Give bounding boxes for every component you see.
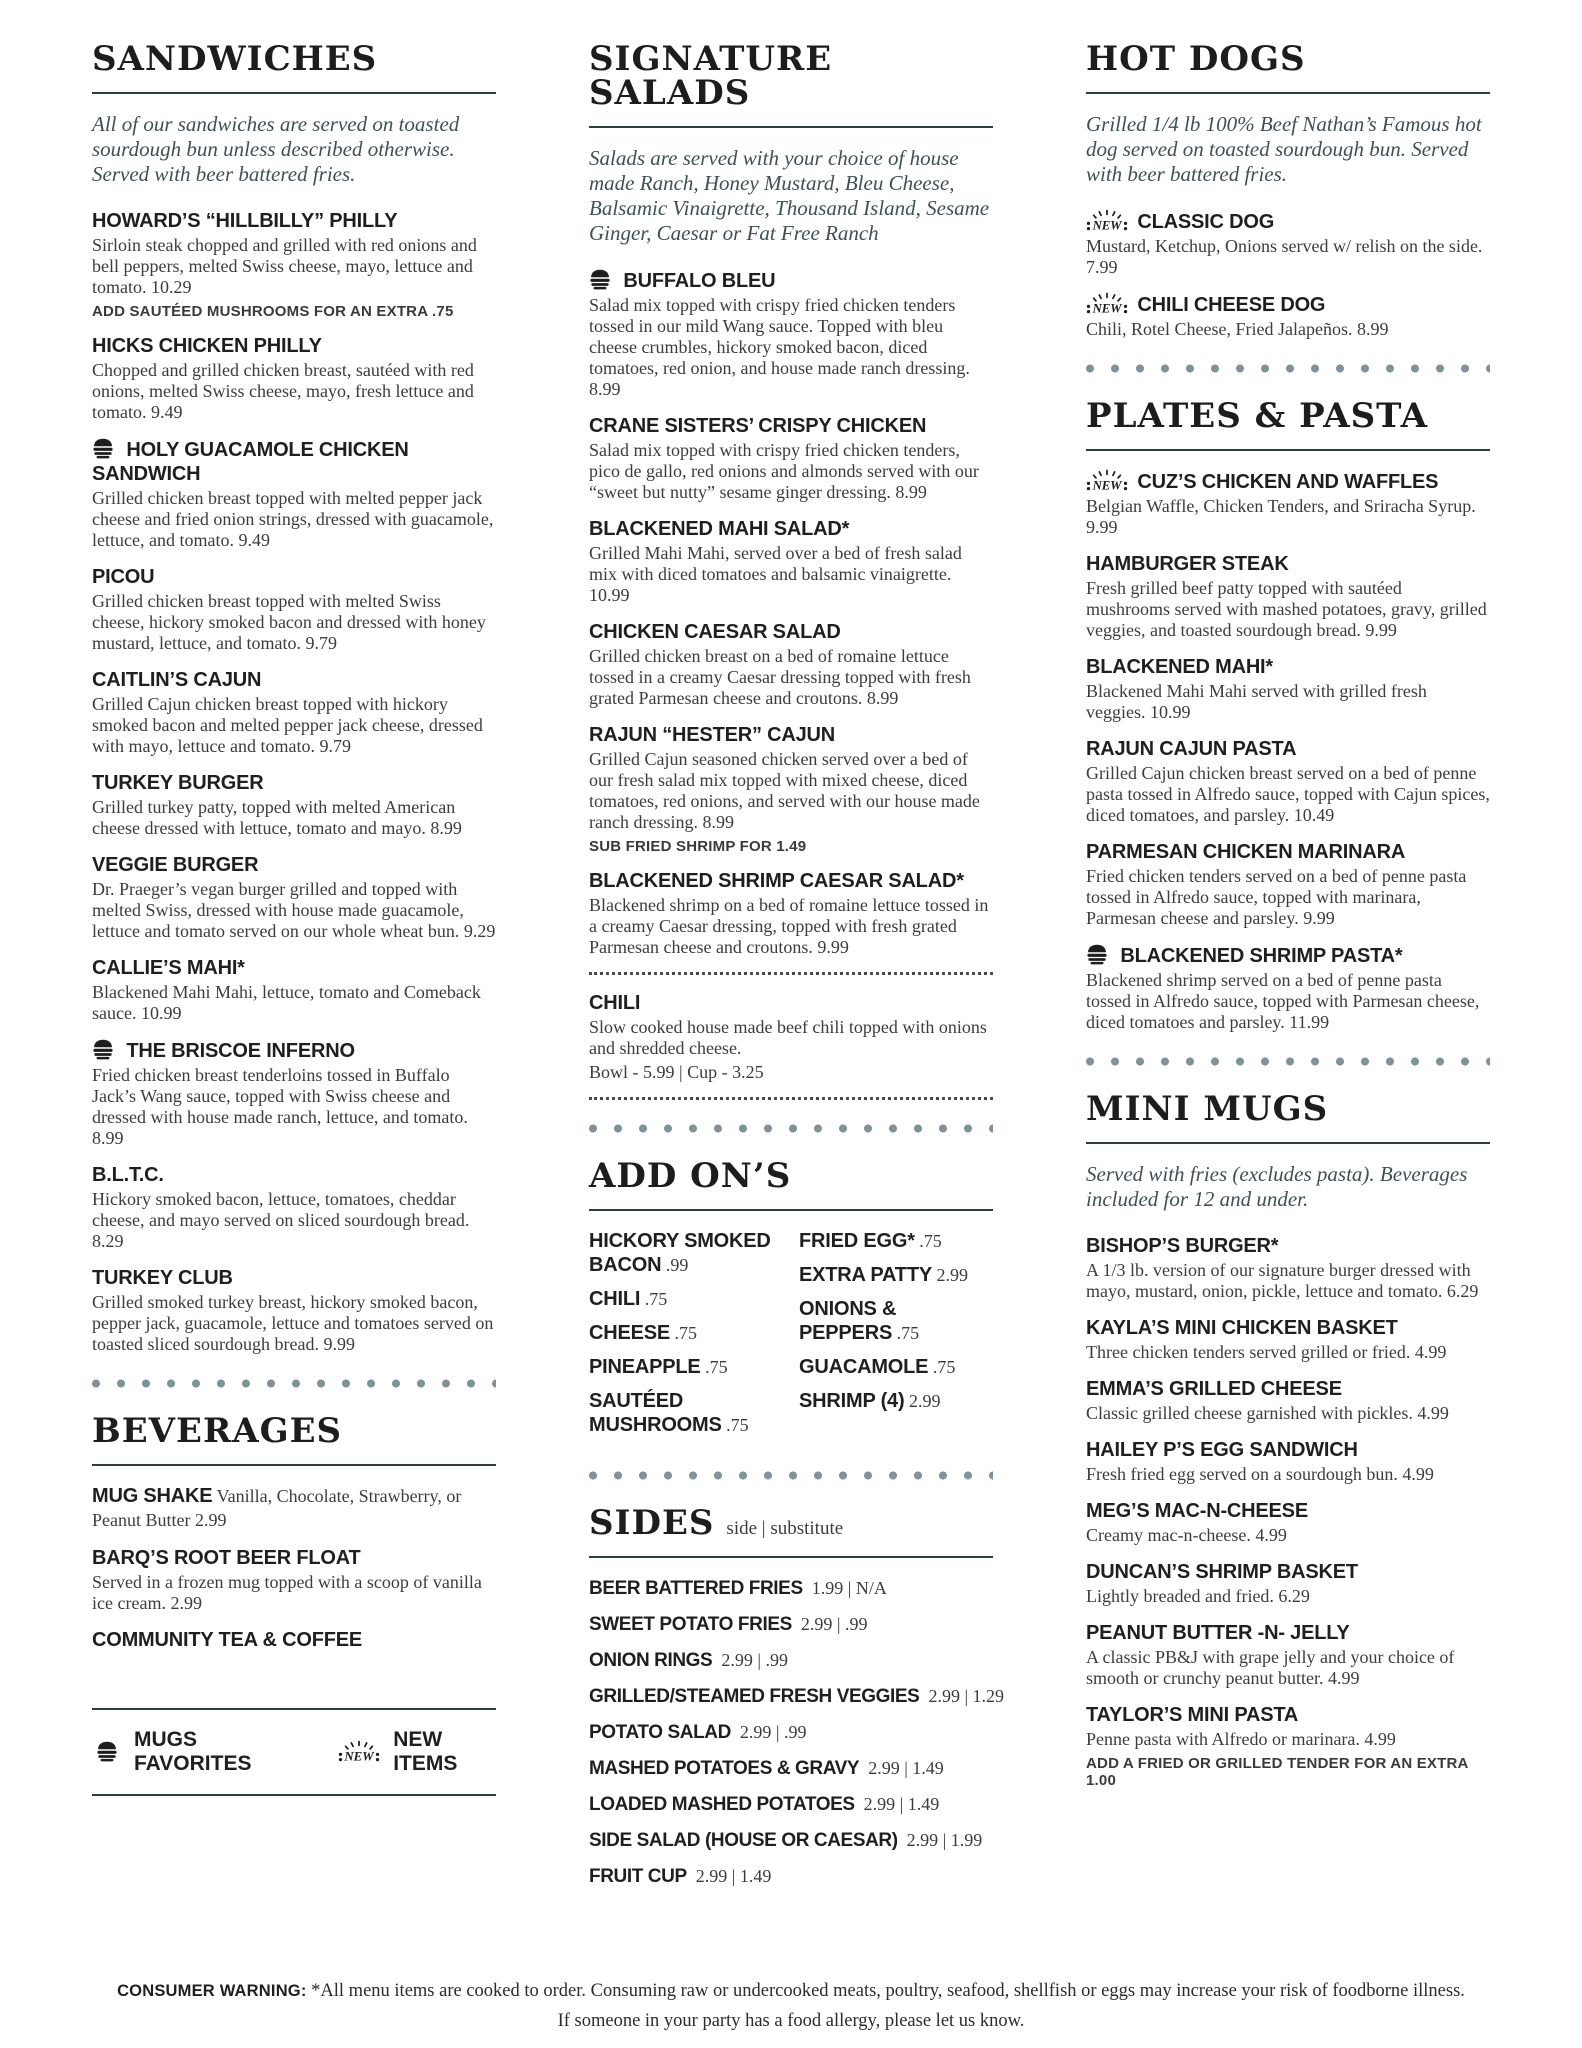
item-name: B.L.T.C. bbox=[92, 1164, 164, 1186]
item-name: LOADED MASHED POTATOES 2.99 | 1.49 bbox=[589, 1794, 940, 1815]
item-name: ONIONS & PEPPERS .75 bbox=[799, 1298, 920, 1344]
item-name: PINEAPPLE .75 bbox=[589, 1356, 728, 1378]
minimugs-item-list bbox=[1086, 1234, 1490, 1789]
item-prices: 2.99 | 1.49 bbox=[863, 1794, 940, 1814]
item-description: Mustard, Ketchup, Onions served w/ relish on the side. 7.99 bbox=[1086, 236, 1483, 277]
menu-item bbox=[92, 209, 496, 320]
item-name: POTATO SALAD 2.99 | .99 bbox=[589, 1722, 807, 1743]
item-prices: 1.99 | N/A bbox=[811, 1578, 887, 1598]
hotdogs-title: HOT DOGS bbox=[1086, 42, 1490, 94]
column-hotdogs-plates-minimugs bbox=[1086, 39, 1490, 1900]
item-description: Classic grilled cheese garnished with pickles. 4.99 bbox=[1086, 1403, 1449, 1423]
item-name: SAUTÉED MUSHROOMS .75 bbox=[589, 1390, 749, 1436]
item-price: .99 bbox=[661, 1255, 689, 1275]
menu-item bbox=[1086, 552, 1490, 641]
menu-item bbox=[1086, 1377, 1490, 1424]
item-description: Fried chicken breast tenderloins tossed in Buffalo Jack’s Wang sauce, topped with Swiss cheese and dressed with house made ranch, lettuce, and tomato. 8.99 bbox=[92, 1065, 468, 1148]
item-name: BEER BATTERED FRIES 1.99 | N/A bbox=[589, 1578, 887, 1599]
menu-item bbox=[589, 1355, 783, 1379]
item-price: .75 bbox=[670, 1323, 698, 1343]
legend-new-label: NEW ITEMS bbox=[393, 1728, 458, 1775]
item-description: Creamy mac-n-cheese. 4.99 bbox=[1086, 1525, 1287, 1545]
item-prices: 2.99 | 1.49 bbox=[868, 1758, 944, 1778]
hotdogs-item-list bbox=[1086, 209, 1490, 340]
item-name: NEW CLASSIC DOG bbox=[1086, 209, 1490, 234]
item-name: SWEET POTATO FRIES 2.99 | .99 bbox=[589, 1614, 868, 1635]
menu-item bbox=[589, 620, 993, 709]
sides-title: SIDES side | substitute bbox=[589, 1506, 993, 1558]
menu-item bbox=[1086, 1438, 1490, 1485]
item-name: CAITLIN’S CAJUN bbox=[92, 669, 262, 691]
burger-favorite-icon bbox=[92, 437, 114, 459]
item-description: Blackened shrimp on a bed of romaine lettuce tossed in a creamy Caesar dressing, topped with fresh grated Parmesan cheese and croutons. 9.99 bbox=[589, 895, 989, 957]
new-item-icon bbox=[1086, 469, 1128, 494]
item-name: CHEESE .75 bbox=[589, 1322, 698, 1344]
item-description: Fried chicken tenders served on a bed of penne pasta tossed in Alfredo sauce, topped with marinara, Parmesan cheese and parsley. 9.99 bbox=[1086, 866, 1467, 928]
section-plates-pasta bbox=[1086, 396, 1490, 1033]
addons-left-list bbox=[589, 1229, 783, 1447]
item-price: .75 bbox=[928, 1357, 956, 1377]
menu-item bbox=[589, 1648, 993, 1673]
menu-item bbox=[92, 1546, 496, 1614]
item-name: HICKS CHICKEN PHILLY bbox=[92, 335, 322, 357]
item-name: BLACKENED SHRIMP PASTA* bbox=[1086, 943, 1490, 968]
item-name: HOLY GUACAMOLE CHICKEN SANDWICH bbox=[92, 439, 409, 485]
sides-subtitle: side | substitute bbox=[726, 1518, 844, 1539]
dots-separator bbox=[92, 1379, 496, 1388]
item-name: FRIED EGG* .75 bbox=[799, 1230, 942, 1252]
menu-item bbox=[799, 1389, 993, 1413]
item-name: KAYLA’S MINI CHICKEN BASKET bbox=[1086, 1317, 1398, 1339]
menu-item bbox=[589, 1864, 993, 1889]
section-sandwiches bbox=[92, 39, 496, 1355]
menu-item bbox=[799, 1297, 993, 1345]
sandwiches-item-list bbox=[92, 209, 496, 1355]
column-sandwiches-beverages bbox=[92, 39, 496, 1900]
item-name: SHRIMP (4) 2.99 bbox=[799, 1390, 941, 1412]
menu-item bbox=[1086, 737, 1490, 826]
menu-item bbox=[92, 1484, 496, 1532]
item-description: Fresh grilled beef patty topped with sautéed mushrooms served with mashed potatoes, gravy, grilled veggies, and toasted sourdough bread. 9.99 bbox=[1086, 578, 1487, 640]
item-name: MASHED POTATOES & GRAVY 2.99 | 1.49 bbox=[589, 1758, 944, 1779]
item-prices: 2.99 | .99 bbox=[800, 1614, 868, 1634]
item-description: A classic PB&J with grape jelly and your choice of smooth or crunchy peanut butter. 4.99 bbox=[1086, 1647, 1455, 1688]
item-description: Vanilla, Chocolate, Strawberry, or Peanut Butter 2.99 bbox=[92, 1486, 462, 1530]
menu-item bbox=[589, 1684, 1005, 1709]
section-beverages bbox=[92, 1411, 496, 1652]
menu-item bbox=[589, 1576, 993, 1601]
menu-item bbox=[589, 268, 993, 400]
minimugs-intro: Served with fries (excludes pasta). Beverages included for 12 and under. bbox=[1086, 1162, 1468, 1211]
item-name: RAJUN CAJUN PASTA bbox=[1086, 738, 1297, 760]
item-description: Grilled Mahi Mahi, served over a bed of fresh salad mix with diced tomatoes and balsamic vinaigrette. 10.99 bbox=[589, 543, 962, 605]
item-name: CHICKEN CAESAR SALAD bbox=[589, 621, 841, 643]
item-description: Served in a frozen mug topped with a scoop of vanilla ice cream. 2.99 bbox=[92, 1572, 482, 1613]
burger-icon-slot bbox=[96, 1740, 125, 1764]
item-prices: 2.99 | 1.99 bbox=[906, 1830, 983, 1850]
menu-item bbox=[589, 1792, 993, 1817]
chili-item-list bbox=[589, 991, 993, 1083]
item-name: THE BRISCOE INFERNO bbox=[92, 1038, 496, 1063]
addons-grid bbox=[589, 1229, 993, 1447]
item-description: Blackened Mahi Mahi served with grilled fresh veggies. 10.99 bbox=[1086, 681, 1427, 722]
item-description: Three chicken tenders served grilled or fried. 4.99 bbox=[1086, 1342, 1447, 1362]
dots-separator bbox=[1086, 1057, 1490, 1066]
item-name: BUFFALO BLEU bbox=[589, 268, 993, 293]
item-prices: 2.99 | 1.29 bbox=[928, 1686, 1005, 1706]
item-description: Dr. Praeger’s vegan burger grilled and topped with melted Swiss, dressed with house made guacamole, lettuce and tomato served on our whole wheat bun. 9.29 bbox=[92, 879, 496, 941]
menu-item bbox=[92, 771, 496, 839]
item-name: HAILEY P’S EGG SANDWICH bbox=[1086, 1439, 1358, 1461]
dots-separator bbox=[589, 1471, 993, 1480]
menu-item bbox=[92, 853, 496, 942]
item-price: .75 bbox=[640, 1289, 668, 1309]
item-name: RAJUN “HESTER” CAJUN bbox=[589, 724, 836, 746]
item-name: TAYLOR’S MINI PASTA bbox=[1086, 1704, 1299, 1726]
dots-separator bbox=[589, 1124, 993, 1133]
menu-item bbox=[589, 414, 993, 503]
addons-title: ADD ON’S bbox=[589, 1159, 993, 1211]
menu-item bbox=[589, 1756, 993, 1781]
item-name: MEG’S MAC-N-CHEESE bbox=[1086, 1500, 1308, 1522]
item-prices: 2.99 | .99 bbox=[739, 1722, 807, 1742]
plates-item-list bbox=[1086, 469, 1490, 1033]
consumer-warning-text: *All menu items are cooked to order. Consuming raw or undercooked meats, poultry, seafood, shellfish or eggs may increase your risk of foodborne illness. bbox=[311, 1981, 1465, 2001]
item-description: Fresh fried egg served on a sourdough bun. 4.99 bbox=[1086, 1464, 1434, 1484]
item-description: Blackened Mahi Mahi, lettuce, tomato and Comeback sauce. 10.99 bbox=[92, 982, 481, 1023]
item-name: ONION RINGS 2.99 | .99 bbox=[589, 1650, 788, 1671]
item-description: Sirloin steak chopped and grilled with red onions and bell peppers, melted Swiss cheese, mayo, lettuce and tomato. 10.29 bbox=[92, 235, 477, 297]
hotdogs-intro: Grilled 1/4 lb 100% Beef Nathan’s Famous hot dog served on toasted sourdough bun. Served with beer battered fries. bbox=[1086, 112, 1482, 186]
item-description: Grilled smoked turkey breast, hickory smoked bacon, pepper jack, guacamole, lettuce and tomatoes served on toasted sliced sourdough bread. 9.99 bbox=[92, 1292, 494, 1354]
item-description: Grilled chicken breast topped with melted Swiss cheese, hickory smoked bacon and dressed with honey mustard, lettuce, and tomato. 9.79 bbox=[92, 591, 486, 653]
menu-item bbox=[1086, 292, 1490, 340]
salads-item-list bbox=[589, 268, 993, 958]
item-description: Grilled chicken breast on a bed of romaine lettuce tossed in a creamy Caesar dressing topped with fresh grated Parmesan cheese and croutons. 8.99 bbox=[589, 646, 971, 708]
item-description: Salad mix topped with crispy fried chicken tenders tossed in our mild Wang sauce. Topped with bleu cheese crumbles, hickory smoked bacon, diced tomatoes, red onion, and house made ranch dressing. 8.99 bbox=[589, 295, 970, 399]
menu-item bbox=[92, 334, 496, 423]
menu-item bbox=[1086, 1703, 1490, 1789]
menu-item bbox=[92, 956, 496, 1024]
item-name: PICOU bbox=[92, 566, 155, 588]
svg-text:NEW: NEW bbox=[1092, 301, 1122, 316]
sandwiches-intro: All of our sandwiches are served on toasted sourdough bun unless described otherwise. Served with beer battered fries. bbox=[92, 112, 460, 186]
menu-item bbox=[1086, 655, 1490, 723]
menu-item bbox=[589, 1828, 993, 1853]
item-description: Grilled Cajun chicken breast served on a bed of penne pasta tossed in Alfredo sauce, topped with Cajun spices, diced tomatoes, and parsley. 10.49 bbox=[1086, 763, 1490, 825]
dots-separator bbox=[1086, 364, 1490, 373]
menu-item bbox=[1086, 840, 1490, 929]
burger-favorite-icon bbox=[589, 268, 611, 290]
item-name: TURKEY CLUB bbox=[92, 1267, 233, 1289]
item-description: Penne pasta with Alfredo or marinara. 4.99 bbox=[1086, 1729, 1396, 1749]
sandwiches-title: SANDWICHES bbox=[92, 42, 496, 94]
item-prices: 2.99 | 1.49 bbox=[695, 1866, 772, 1886]
consumer-warning-line bbox=[0, 1981, 1582, 2002]
item-description: Belgian Waffle, Chicken Tenders, and Sriracha Syrup. 9.99 bbox=[1086, 496, 1476, 537]
sides-item-list bbox=[589, 1576, 1005, 1889]
item-name: BISHOP’S BURGER* bbox=[1086, 1235, 1279, 1257]
item-name: TURKEY BURGER bbox=[92, 772, 264, 794]
item-name: HOWARD’S “HILLBILLY” PHILLY bbox=[92, 210, 398, 232]
item-description: Hickory smoked bacon, lettuce, tomatoes, cheddar cheese, and mayo served on sliced sourdough bread. 8.29 bbox=[92, 1189, 470, 1251]
item-name: CHILI bbox=[589, 992, 641, 1014]
item-name: CALLIE’S MAHI* bbox=[92, 957, 245, 979]
item-name: EXTRA PATTY 2.99 bbox=[799, 1264, 968, 1286]
item-name: BLACKENED SHRIMP CAESAR SALAD* bbox=[589, 870, 964, 892]
item-description: Chili, Rotel Cheese, Fried Jalapeños. 8.99 bbox=[1086, 319, 1389, 339]
menu-item bbox=[92, 565, 496, 654]
item-name: HICKORY SMOKED BACON .99 bbox=[589, 1230, 771, 1276]
item-description: Chopped and grilled chicken breast, sautéed with red onions, melted Swiss cheese, mayo, fresh lettuce and tomato. 9.49 bbox=[92, 360, 474, 422]
menu-item bbox=[799, 1263, 993, 1287]
menu-item bbox=[1086, 1621, 1490, 1689]
menu-item bbox=[589, 869, 993, 958]
item-description: Grilled Cajun chicken breast topped with hickory smoked bacon and melted pepper jack cheese, dressed with mayo, lettuce and tomato. 9.79 bbox=[92, 694, 483, 756]
item-name: MUG SHAKE Vanilla, Chocolate, Strawberry, or Peanut Butter 2.99 bbox=[92, 1485, 462, 1530]
section-signature-salads bbox=[589, 39, 993, 958]
item-description: Salad mix topped with crispy fried chicken tenders, pico de gallo, red onions and almonds served with our “sweet but nutty” sesame ginger dressing. 8.99 bbox=[589, 440, 979, 502]
item-price: 2.99 bbox=[932, 1265, 968, 1285]
menu-item bbox=[1086, 1499, 1490, 1546]
item-name: PARMESAN CHICKEN MARINARA bbox=[1086, 841, 1406, 863]
menu-item bbox=[589, 1321, 783, 1345]
menu-item bbox=[92, 437, 496, 551]
salads-intro: Salads are served with your choice of house made Ranch, Honey Mustard, Bleu Cheese, Balsamic Vinaigrette, Thousand Island, Sesame Ginger, Caesar or Fat Free Ranch bbox=[589, 146, 990, 245]
menu-item bbox=[92, 1163, 496, 1252]
fine-dotted-separator bbox=[589, 972, 993, 975]
menu-item bbox=[589, 1229, 783, 1277]
menu-item bbox=[589, 1389, 783, 1437]
item-name: SIDE SALAD (HOUSE OR CAESAR) 2.99 | 1.99 bbox=[589, 1830, 983, 1851]
item-name: BLACKENED MAHI SALAD* bbox=[589, 518, 850, 540]
section-hot-dogs bbox=[1086, 39, 1490, 340]
menu-item bbox=[799, 1355, 993, 1379]
item-description: Slow cooked house made beef chili topped with onions and shredded cheese. bbox=[589, 1017, 987, 1058]
consumer-warning-label: CONSUMER WARNING: bbox=[117, 1982, 307, 2000]
menu-item bbox=[799, 1229, 993, 1253]
item-name: FRUIT CUP 2.99 | 1.49 bbox=[589, 1866, 772, 1887]
item-name: BLACKENED MAHI* bbox=[1086, 656, 1274, 678]
item-price-line: Bowl - 5.99 | Cup - 3.25 bbox=[589, 1062, 764, 1082]
menu-item bbox=[1086, 1234, 1490, 1302]
item-description: Grilled turkey patty, topped with melted American cheese dressed with lettuce, tomato and mayo. 8.99 bbox=[92, 797, 462, 838]
item-price: 2.99 bbox=[904, 1391, 941, 1411]
item-name: NEW CUZ’S CHICKEN AND WAFFLES bbox=[1086, 469, 1490, 494]
item-price: .75 bbox=[700, 1357, 728, 1377]
allergy-notice: If someone in your party has a food allergy, please let us know. bbox=[557, 2011, 1025, 2031]
svg-text:NEW: NEW bbox=[1092, 478, 1122, 493]
menu-item bbox=[92, 1266, 496, 1355]
item-price: .75 bbox=[914, 1231, 942, 1251]
section-add-ons bbox=[589, 1156, 993, 1447]
item-name: GRILLED/STEAMED FRESH VEGGIES 2.99 | 1.29 bbox=[589, 1686, 1005, 1707]
item-name: GUACAMOLE .75 bbox=[799, 1356, 956, 1378]
new-item-icon bbox=[1086, 209, 1128, 234]
addons-right-list bbox=[799, 1229, 993, 1423]
plates-title: PLATES & PASTA bbox=[1086, 399, 1490, 451]
menu-item bbox=[92, 1038, 496, 1149]
item-prices: 2.99 | .99 bbox=[721, 1650, 788, 1670]
item-name: BARQ’S ROOT BEER FLOAT bbox=[92, 1547, 361, 1569]
item-name: PEANUT BUTTER -N- JELLY bbox=[1086, 1622, 1350, 1644]
section-sides bbox=[589, 1503, 1005, 1889]
svg-text:NEW: NEW bbox=[344, 1749, 374, 1764]
minimugs-title: MINI MUGS bbox=[1086, 1092, 1490, 1144]
menu-item bbox=[1086, 469, 1490, 538]
menu-item bbox=[1086, 209, 1490, 278]
item-description: Blackened shrimp served on a bed of penne pasta tossed in Alfredo sauce, topped with Parmesan cheese, diced tomatoes and parsley. 11.99 bbox=[1086, 970, 1480, 1032]
menu-item bbox=[1086, 1316, 1490, 1363]
item-description: Grilled chicken breast topped with melted pepper jack cheese and fried onion strings, dressed with guacamole, lettuce, and tomato. 9.49 bbox=[92, 488, 494, 550]
item-price: .75 bbox=[721, 1415, 749, 1435]
menu-item bbox=[589, 723, 993, 855]
fine-dotted-separator bbox=[589, 1097, 993, 1100]
menu-item bbox=[589, 1612, 993, 1637]
legend-favorites bbox=[96, 1728, 294, 1776]
section-mini-mugs bbox=[1086, 1089, 1490, 1789]
beverages-title: BEVERAGES bbox=[92, 1414, 496, 1466]
item-name: NEW CHILI CHEESE DOG bbox=[1086, 292, 1490, 317]
menu-item bbox=[1086, 943, 1490, 1033]
menu-item bbox=[589, 1720, 993, 1745]
new-item-icon bbox=[338, 1740, 380, 1765]
item-note: SUB FRIED SHRIMP FOR 1.49 bbox=[589, 838, 807, 855]
salads-title: SIGNATURE SALADS bbox=[589, 42, 993, 128]
item-name: CRANE SISTERS’ CRISPY CHICKEN bbox=[589, 415, 927, 437]
menu-item bbox=[92, 1628, 496, 1652]
burger-favorite-icon bbox=[96, 1740, 118, 1762]
menu-item bbox=[1086, 1560, 1490, 1607]
item-name: VEGGIE BURGER bbox=[92, 854, 259, 876]
item-name: DUNCAN’S SHRIMP BASKET bbox=[1086, 1561, 1358, 1583]
legend-new bbox=[338, 1728, 492, 1776]
menu-item bbox=[92, 668, 496, 757]
item-description: Grilled Cajun seasoned chicken served over a bed of our fresh salad mix topped with mixed cheese, diced tomatoes, red onions, and served with our house made ranch dressing. 8.99 bbox=[589, 749, 980, 832]
item-price: .75 bbox=[892, 1323, 920, 1343]
burger-favorite-icon bbox=[92, 1038, 114, 1060]
legend-box bbox=[92, 1708, 496, 1796]
item-name: HAMBURGER STEAK bbox=[1086, 553, 1289, 575]
burger-favorite-icon bbox=[1086, 943, 1108, 965]
item-description: Lightly breaded and fried. 6.29 bbox=[1086, 1586, 1310, 1606]
column-salads-addons-sides bbox=[589, 39, 1005, 1900]
item-name: EMMA’S GRILLED CHEESE bbox=[1086, 1378, 1342, 1400]
svg-text:NEW: NEW bbox=[1092, 218, 1122, 233]
item-description: A 1/3 lb. version of our signature burger dressed with mayo, mustard, onion, pickle, lettuce and tomato. 6.29 bbox=[1086, 1260, 1479, 1301]
new-icon-slot bbox=[338, 1740, 384, 1765]
menu-item bbox=[589, 991, 993, 1083]
item-name: CHILI .75 bbox=[589, 1288, 668, 1310]
beverages-item-list bbox=[92, 1484, 496, 1652]
item-note: ADD A FRIED OR GRILLED TENDER FOR AN EXTRA 1.00 bbox=[1086, 1755, 1469, 1789]
footer bbox=[0, 1981, 1582, 2032]
menu-item bbox=[589, 517, 993, 606]
item-name: COMMUNITY TEA & COFFEE bbox=[92, 1629, 363, 1651]
menu-item bbox=[589, 1287, 783, 1311]
item-note: ADD SAUTÉED MUSHROOMS FOR AN EXTRA .75 bbox=[92, 303, 454, 320]
legend-favorites-label: MUGS FAVORITES bbox=[134, 1728, 252, 1775]
new-item-icon bbox=[1086, 292, 1128, 317]
